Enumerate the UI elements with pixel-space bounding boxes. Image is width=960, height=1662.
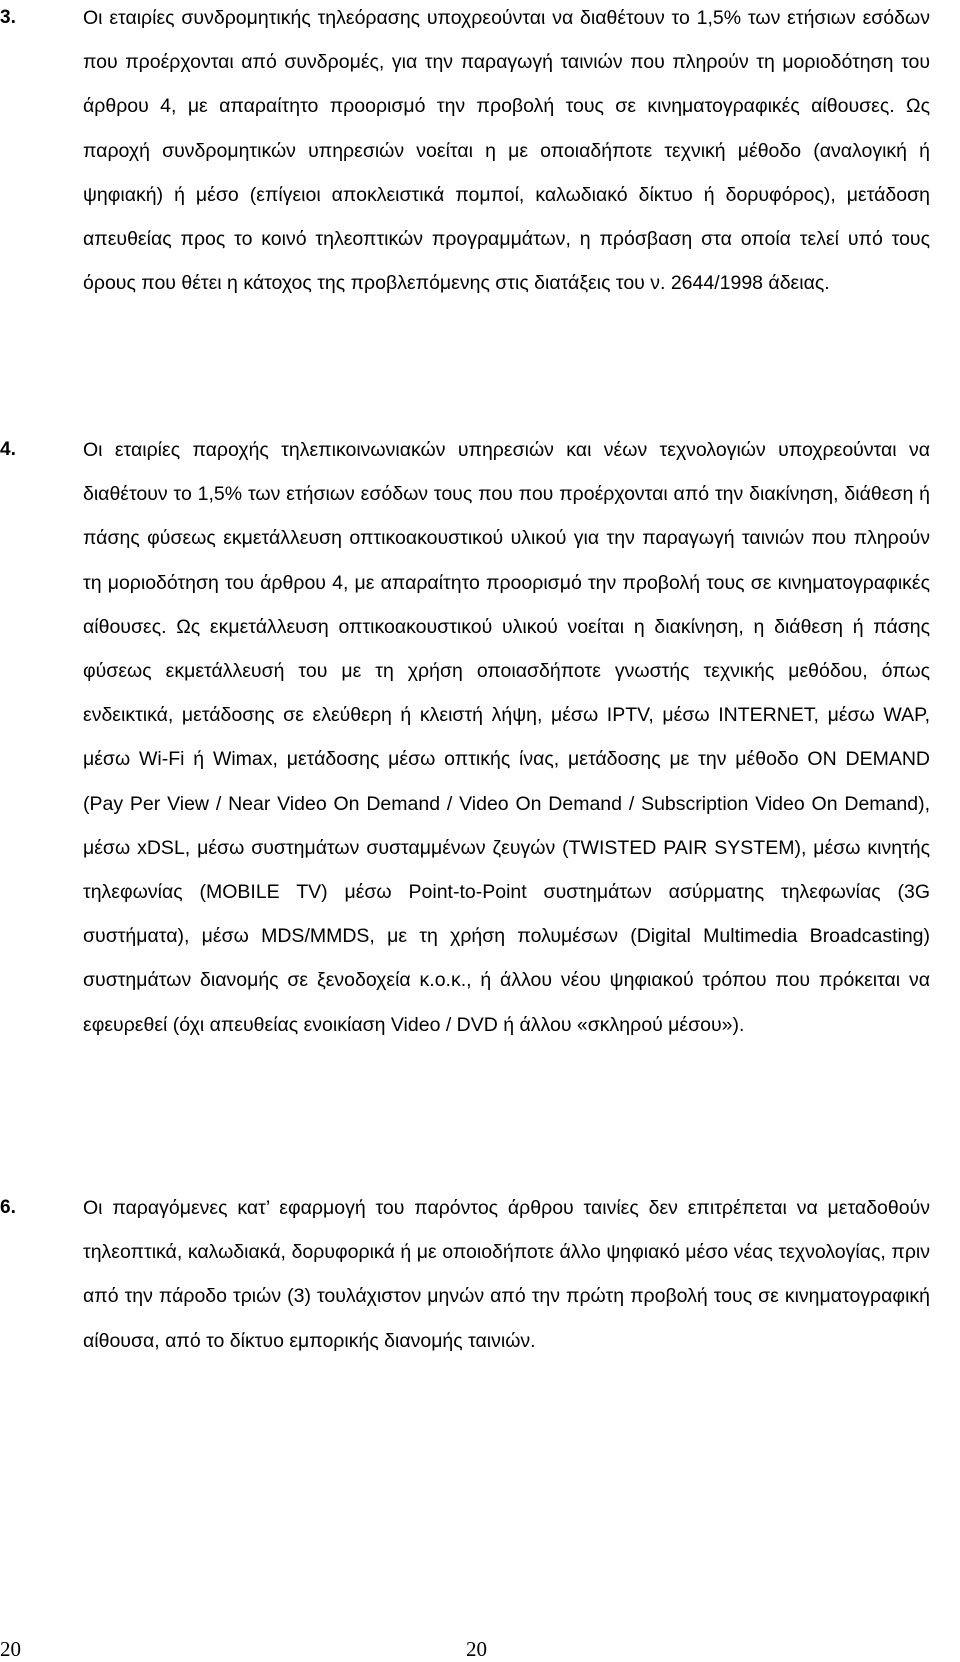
page-footer <box>0 1636 960 1662</box>
paragraph-number: 3. <box>0 7 16 28</box>
paragraph-text: Οι εταιρίες συνδρομητικής τηλεόρασης υποχρεούνται να διαθέτουν το 1,5% των ετήσιων εσόδων που προέρχονται από συνδρομές, για την παραγωγή ταινιών που πληρούν τη μοριοδότηση του άρθρου 4, με απαραίτητο προορισμό την προβολή τους σε κινηματογραφικές αίθουσες. Ως παροχή συνδρομητικών υπηρεσιών νοείται η με οποιαδήποτε τεχνική μέθοδο (αναλογική ή ψηφιακή) ή μέσο (επίγειοι αποκλειστικά πομποί, καλωδιακό δίκτυο ή δορυφόρος), μετάδοση απευθείας προς το κοινό τηλεοπτικών προγραμμάτων, η πρόσβαση στα οποία τελεί υπό τους όρους που θέτει η κάτοχος της προβλεπόμενης στις διατάξεις του ν. 2644/1998 άδειας. <box>83 7 930 295</box>
paragraph-text: Οι παραγόμενες κατ’ εφαρμογή του παρόντος άρθρου ταινίες δεν επιτρέπεται να μεταδοθούν τηλεοπτικά, καλωδιακά, δορυφορικά ή με οποιοδήποτε άλλο ψηφιακό μέσο νέας τεχνολογίας, πριν από την πάροδο τριών (3) τουλάχιστον μηνών από την πρώτη προβολή τους σε κινηματογραφική αίθουσα, από το δίκτυο εμπορικής διανομής ταινιών. <box>83 1197 930 1352</box>
paragraph-text: Οι εταιρίες παροχής τηλεπικοινωνιακών υπηρεσιών και νέων τεχνολογιών υποχρεούνται να διαθέτουν το 1,5% των ετήσιων εσόδων τους που που προέρχονται από την διακίνηση, διάθεση ή πάσης φύσεως εκμετάλλευση οπτικοακουστικού υλικού για την παραγωγή ταινιών που πληρούν τη μοριοδότηση του άρθρου 4, με απαραίτητο προορισμό την προβολή τους σε κινηματογραφικές αίθουσες. Ως εκμετάλλευση οπτικοακουστικού υλικού νοείται η διακίνηση, η διάθεση ή πάσης φύσεως εκμετάλλευσή του με τη χρήση οποιασδήποτε γνωστής τεχνικής μεθόδου, όπως ενδεικτικά, μετάδοσης σε ελεύθερη ή κλειστή λήψη, μέσω IPTV, μέσω INTERNET, μέσω WAP, μέσω Wi-Fi ή Wimax, μετάδοσης μέσω οπτικής ίνας, μετάδοσης με την μέθοδο ON DEMAND (Pay Per View / Near Video On Demand / Video On Demand / Subscription Video On Demand), μέσω xDSL, μέσω συστημάτων συσταμμένων ζευγών (TWISTED PAIR SYSTEM), μέσω κινητής τηλεφωνίας (MOBILE TV) μέσω Point-to-Point συστημάτων ασύρματης τηλεφωνίας (3G συστήματα), μέσω MDS/MMDS, με τη χρήση πολυμέσων (Digital Multimedia Broadcasting) συστημάτων διανομής σε ξενοδοχεία κ.ο.κ., ή άλλου νέου ψηφιακού τρόπου που πρόκειται να εφευρεθεί (όχι απευθείας ενοικίαση Video / DVD ή άλλου «σκληρού μέσου»). <box>83 439 930 1036</box>
paragraph-number: 6. <box>0 1197 16 1218</box>
page-number-left: 20 <box>0 1637 21 1661</box>
paragraph-number: 4. <box>0 439 16 460</box>
page-number-center: 20 <box>466 1637 487 1661</box>
